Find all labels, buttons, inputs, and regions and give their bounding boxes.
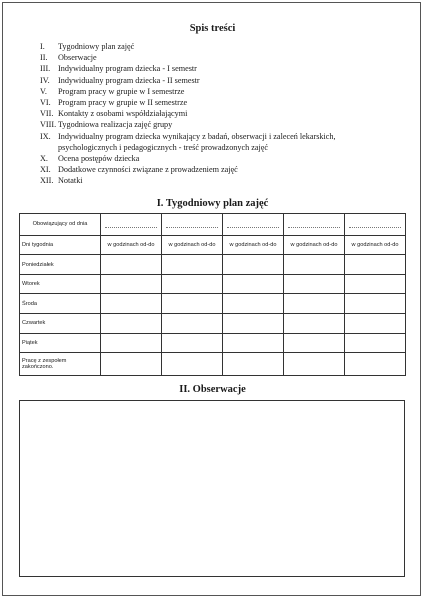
schedule-cell[interactable]: [101, 333, 162, 353]
schedule-cell[interactable]: [101, 255, 162, 275]
schedule-cell[interactable]: [162, 294, 223, 314]
day-label: Poniedziałek: [20, 255, 101, 275]
schedule-cell[interactable]: [284, 294, 345, 314]
schedule-cell[interactable]: [284, 353, 345, 376]
schedule-cell[interactable]: [162, 353, 223, 376]
toc-item-number: XII.: [40, 176, 54, 186]
schedule-cell[interactable]: [101, 294, 162, 314]
toc-item: [40, 97, 380, 108]
day-label: Czwartek: [20, 314, 101, 334]
toc-item-number: I.: [40, 42, 45, 51]
schedule-cell[interactable]: [101, 353, 162, 376]
toc-title: Spis treści: [189, 23, 236, 34]
toc-item-text: Obserwacje: [58, 53, 97, 63]
day-label: Wtorek: [20, 274, 101, 294]
toc-item: [40, 63, 380, 74]
table-row: [20, 235, 406, 255]
observations-box[interactable]: [19, 400, 405, 577]
toc-item-number: IV.: [40, 75, 50, 85]
toc-item: [40, 153, 380, 164]
table-row: [20, 294, 406, 314]
work-ended-label: Pracę z zespołem zakończono.: [20, 353, 101, 376]
toc-item-number: III.: [40, 64, 51, 74]
plan-section-title: I. Tygodniowy plan zajęć: [156, 198, 269, 209]
valid-from-field[interactable]: [284, 214, 345, 236]
schedule-cell[interactable]: [284, 274, 345, 294]
table-row: [20, 353, 406, 376]
toc-item-text: Indywidualny program dziecka - I semestr: [58, 64, 197, 74]
valid-from-field[interactable]: [345, 214, 406, 236]
table-of-contents: [40, 41, 380, 187]
schedule-cell[interactable]: [345, 353, 406, 376]
observations-section-title: II. Obserwacje: [179, 384, 246, 395]
toc-item: [40, 41, 380, 52]
schedule-cell[interactable]: [223, 294, 284, 314]
schedule-cell[interactable]: [345, 294, 406, 314]
schedule-cell[interactable]: [345, 274, 406, 294]
toc-item-text: Program pracy w grupie w II semestrze: [58, 98, 188, 108]
hours-header: w godzinach od-do: [284, 235, 345, 255]
schedule-cell[interactable]: [345, 255, 406, 275]
toc-item-text: Tygodniowy plan zajęć: [58, 42, 135, 51]
toc-item-number: VIII.: [40, 120, 57, 130]
schedule-cell[interactable]: [101, 274, 162, 294]
schedule-cell[interactable]: [284, 314, 345, 334]
valid-from-field[interactable]: [162, 214, 223, 236]
toc-item: [40, 131, 380, 153]
schedule-cell[interactable]: [162, 314, 223, 334]
toc-item-text: Tygodniowa realizacja zajęć grupy: [58, 120, 173, 130]
schedule-cell[interactable]: [223, 353, 284, 376]
schedule-cell[interactable]: [162, 274, 223, 294]
schedule-cell[interactable]: [345, 333, 406, 353]
day-label: Środa: [20, 294, 101, 314]
schedule-cell[interactable]: [162, 333, 223, 353]
toc-item-text: Notatki: [58, 176, 83, 186]
table-row: [20, 255, 406, 275]
toc-item-text: Dodatkowe czynności związane z prowadzeniem zajęć: [58, 165, 238, 175]
valid-from-label: Obowiązujący od dnia: [20, 214, 101, 236]
toc-item-number: VII.: [40, 109, 54, 119]
toc-item: [40, 108, 380, 119]
schedule-cell[interactable]: [223, 255, 284, 275]
hours-header: w godzinach od-do: [101, 235, 162, 255]
toc-item: [40, 86, 380, 97]
toc-item-number: V.: [40, 86, 47, 96]
toc-item-number: IX.: [40, 131, 51, 141]
table-row: [20, 274, 406, 294]
toc-item: [40, 119, 380, 130]
schedule-cell[interactable]: [101, 314, 162, 334]
toc-item-text: Indywidualny program dziecka wynikający z badań, obserwacji i zaleceń lekarskich, psychologicznych i pedagogicznych - treść prowadzonych zajęć: [58, 131, 336, 152]
schedule-cell[interactable]: [223, 333, 284, 353]
valid-from-field[interactable]: [223, 214, 284, 236]
toc-item: [40, 164, 380, 175]
table-row: [20, 314, 406, 334]
hours-header: w godzinach od-do: [223, 235, 284, 255]
schedule-cell[interactable]: [284, 255, 345, 275]
day-label: Piątek: [20, 333, 101, 353]
toc-item: [40, 175, 380, 186]
table-row: [20, 333, 406, 353]
valid-from-field[interactable]: [101, 214, 162, 236]
schedule-cell[interactable]: [284, 333, 345, 353]
schedule-cell[interactable]: [223, 314, 284, 334]
table-row: [20, 214, 406, 236]
schedule-cell[interactable]: [223, 274, 284, 294]
toc-item-number: VI.: [40, 98, 51, 108]
days-header: Dni tygodnia: [20, 235, 101, 255]
toc-item-number: XI.: [40, 165, 51, 175]
toc-item: [40, 52, 380, 63]
toc-item-text: Indywidualny program dziecka - II semestr: [58, 75, 200, 85]
toc-item-text: Program pracy w grupie w I semestrze: [58, 86, 185, 96]
toc-item-text: Kontakty z osobami współdziałającymi: [58, 109, 188, 119]
toc-item-number: X.: [40, 154, 48, 164]
hours-header: w godzinach od-do: [345, 235, 406, 255]
weekly-plan-table: [19, 213, 406, 376]
hours-header: w godzinach od-do: [162, 235, 223, 255]
toc-item-number: II.: [40, 53, 48, 63]
schedule-cell[interactable]: [162, 255, 223, 275]
toc-item-text: Ocena postępów dziecka: [58, 154, 140, 164]
toc-item: [40, 75, 380, 86]
schedule-cell[interactable]: [345, 314, 406, 334]
